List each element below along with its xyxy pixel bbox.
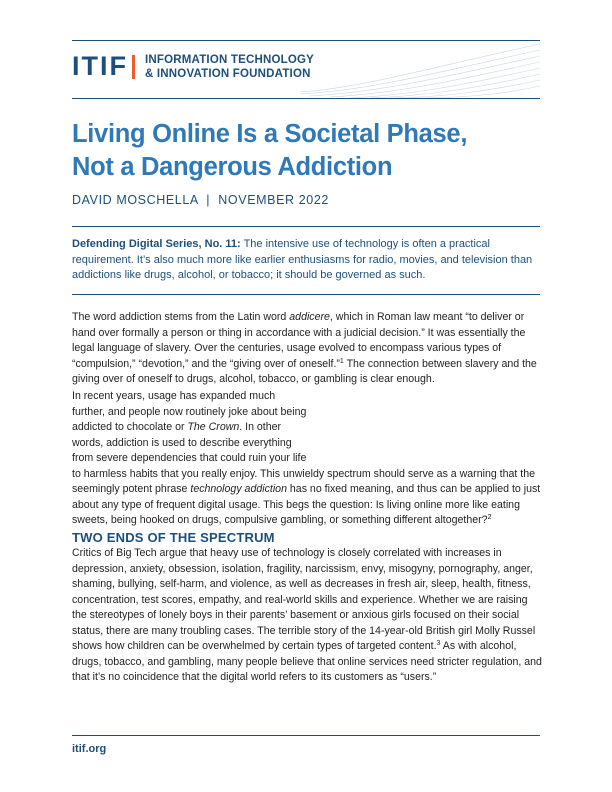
footnote-ref-2[interactable]: 2	[487, 514, 492, 521]
org-name-line2: & INNOVATION FOUNDATION	[145, 68, 311, 80]
itif-logo-mark: ITIF	[72, 51, 128, 81]
summary-bottom-rule	[72, 294, 540, 295]
para2-line3-a: addicted to chocolate or	[72, 421, 188, 433]
paragraph-1	[72, 310, 542, 388]
footnote-ref-3[interactable]: 3	[436, 640, 441, 647]
para2-line4: words, addiction is used to describe everything	[72, 436, 292, 449]
footer-link[interactable]: itif.org	[72, 743, 107, 755]
summary-text: The intensive use of technology is often a practical requirement. It’s also much more like earlier enthusiasms for radio, movies, and television than addictions like drugs, alcohol, or tobacco; it should be governed as such.	[72, 238, 533, 281]
para3-text-a: Critics of Big Tech argue that heavy use of technology is closely correlated with increases in depression, anxiety, obsession, isolation, fragility, narcissism, envy, misogyny, pornography, anger, shaming, bullying, self-harm, and violence, as well as decreases in fresh air, sleep, health, fitness, concentration, test scores, empathy, and real-world skills and experience. Whether we are raising the stereotypes of lonely boys in their parents’ basement or anxious girls focused on their social status, there are many troubling cases. The terrible story of the 14-year-old British girl Molly Russel shows how children can be overwhelmed by certain types of targeted content.	[72, 547, 536, 652]
summary-box	[72, 237, 542, 284]
header-bottom-rule	[72, 98, 540, 99]
para2-line5: from severe dependencies that could ruin your life	[72, 452, 307, 464]
section-heading: TWO ENDS OF THE SPECTRUM	[72, 530, 275, 545]
paragraph-2	[72, 389, 542, 529]
organization-name	[145, 53, 314, 81]
para1-text-c: The connection between slavery and the giving over of oneself to drugs, alcohol, tobacco, or gambling is clear enough.	[72, 357, 537, 385]
title-line1: Living Online Is a Societal Phase,	[72, 120, 468, 148]
para2-line1: In recent years, usage has expanded much	[72, 390, 276, 402]
para1-italic: addicere	[289, 311, 330, 323]
byline: DAVID MOSCHELLA | NOVEMBER 2022	[72, 193, 329, 207]
para2-line2: further, and people now routinely joke about being	[72, 405, 307, 418]
summary-label: Defending Digital Series, No. 11:	[72, 238, 241, 250]
para2-line3	[72, 420, 542, 436]
para2-line3-b: . In other	[239, 421, 282, 433]
footer-rule	[72, 735, 540, 736]
para2-rest-b: has no fixed meaning, and thus can be applied to just about any type of frequent digital usage. This begs the question: Is living online more like eating sweets, being hooked on drugs, compulsive gambling, or something different altogether?	[72, 483, 541, 526]
paragraph-3	[72, 546, 542, 686]
summary-top-rule	[72, 226, 540, 227]
org-name-line1: INFORMATION TECHNOLOGY	[145, 54, 315, 66]
para1-text-b: , which in Roman law meant “to deliver or hand over formally a person or thing in accordance with a judicial decision.” It was essentially the legal language of slavery. Over the centuries, usage evolved to encompass various types of “compulsion,” “devotion,” and the “giving over of oneself.”	[72, 311, 526, 370]
page-title	[72, 118, 542, 184]
footnote-ref-1[interactable]: 1	[339, 357, 344, 365]
title-line2: Not a Dangerous Addiction	[72, 153, 393, 181]
para3-text-b: As with alcohol, drugs, tobacco, and gambling, many people believe that online services need stricter regulation, and that it’s no coincidence that the digital world refers to its customers as “users.”	[72, 640, 542, 683]
para2-line3-italic: The Crown	[187, 421, 240, 433]
para2-rest-a: to harmless habits that you really enjoy. This unwieldy spectrum should serve as a warning that the seemingly potent phrase	[72, 467, 536, 495]
para1-text-a: The word addiction stems from the Latin word	[72, 311, 290, 323]
wave-graphic	[300, 40, 540, 98]
logo-divider	[132, 55, 135, 79]
para2-rest-italic: technology addiction	[190, 483, 287, 495]
